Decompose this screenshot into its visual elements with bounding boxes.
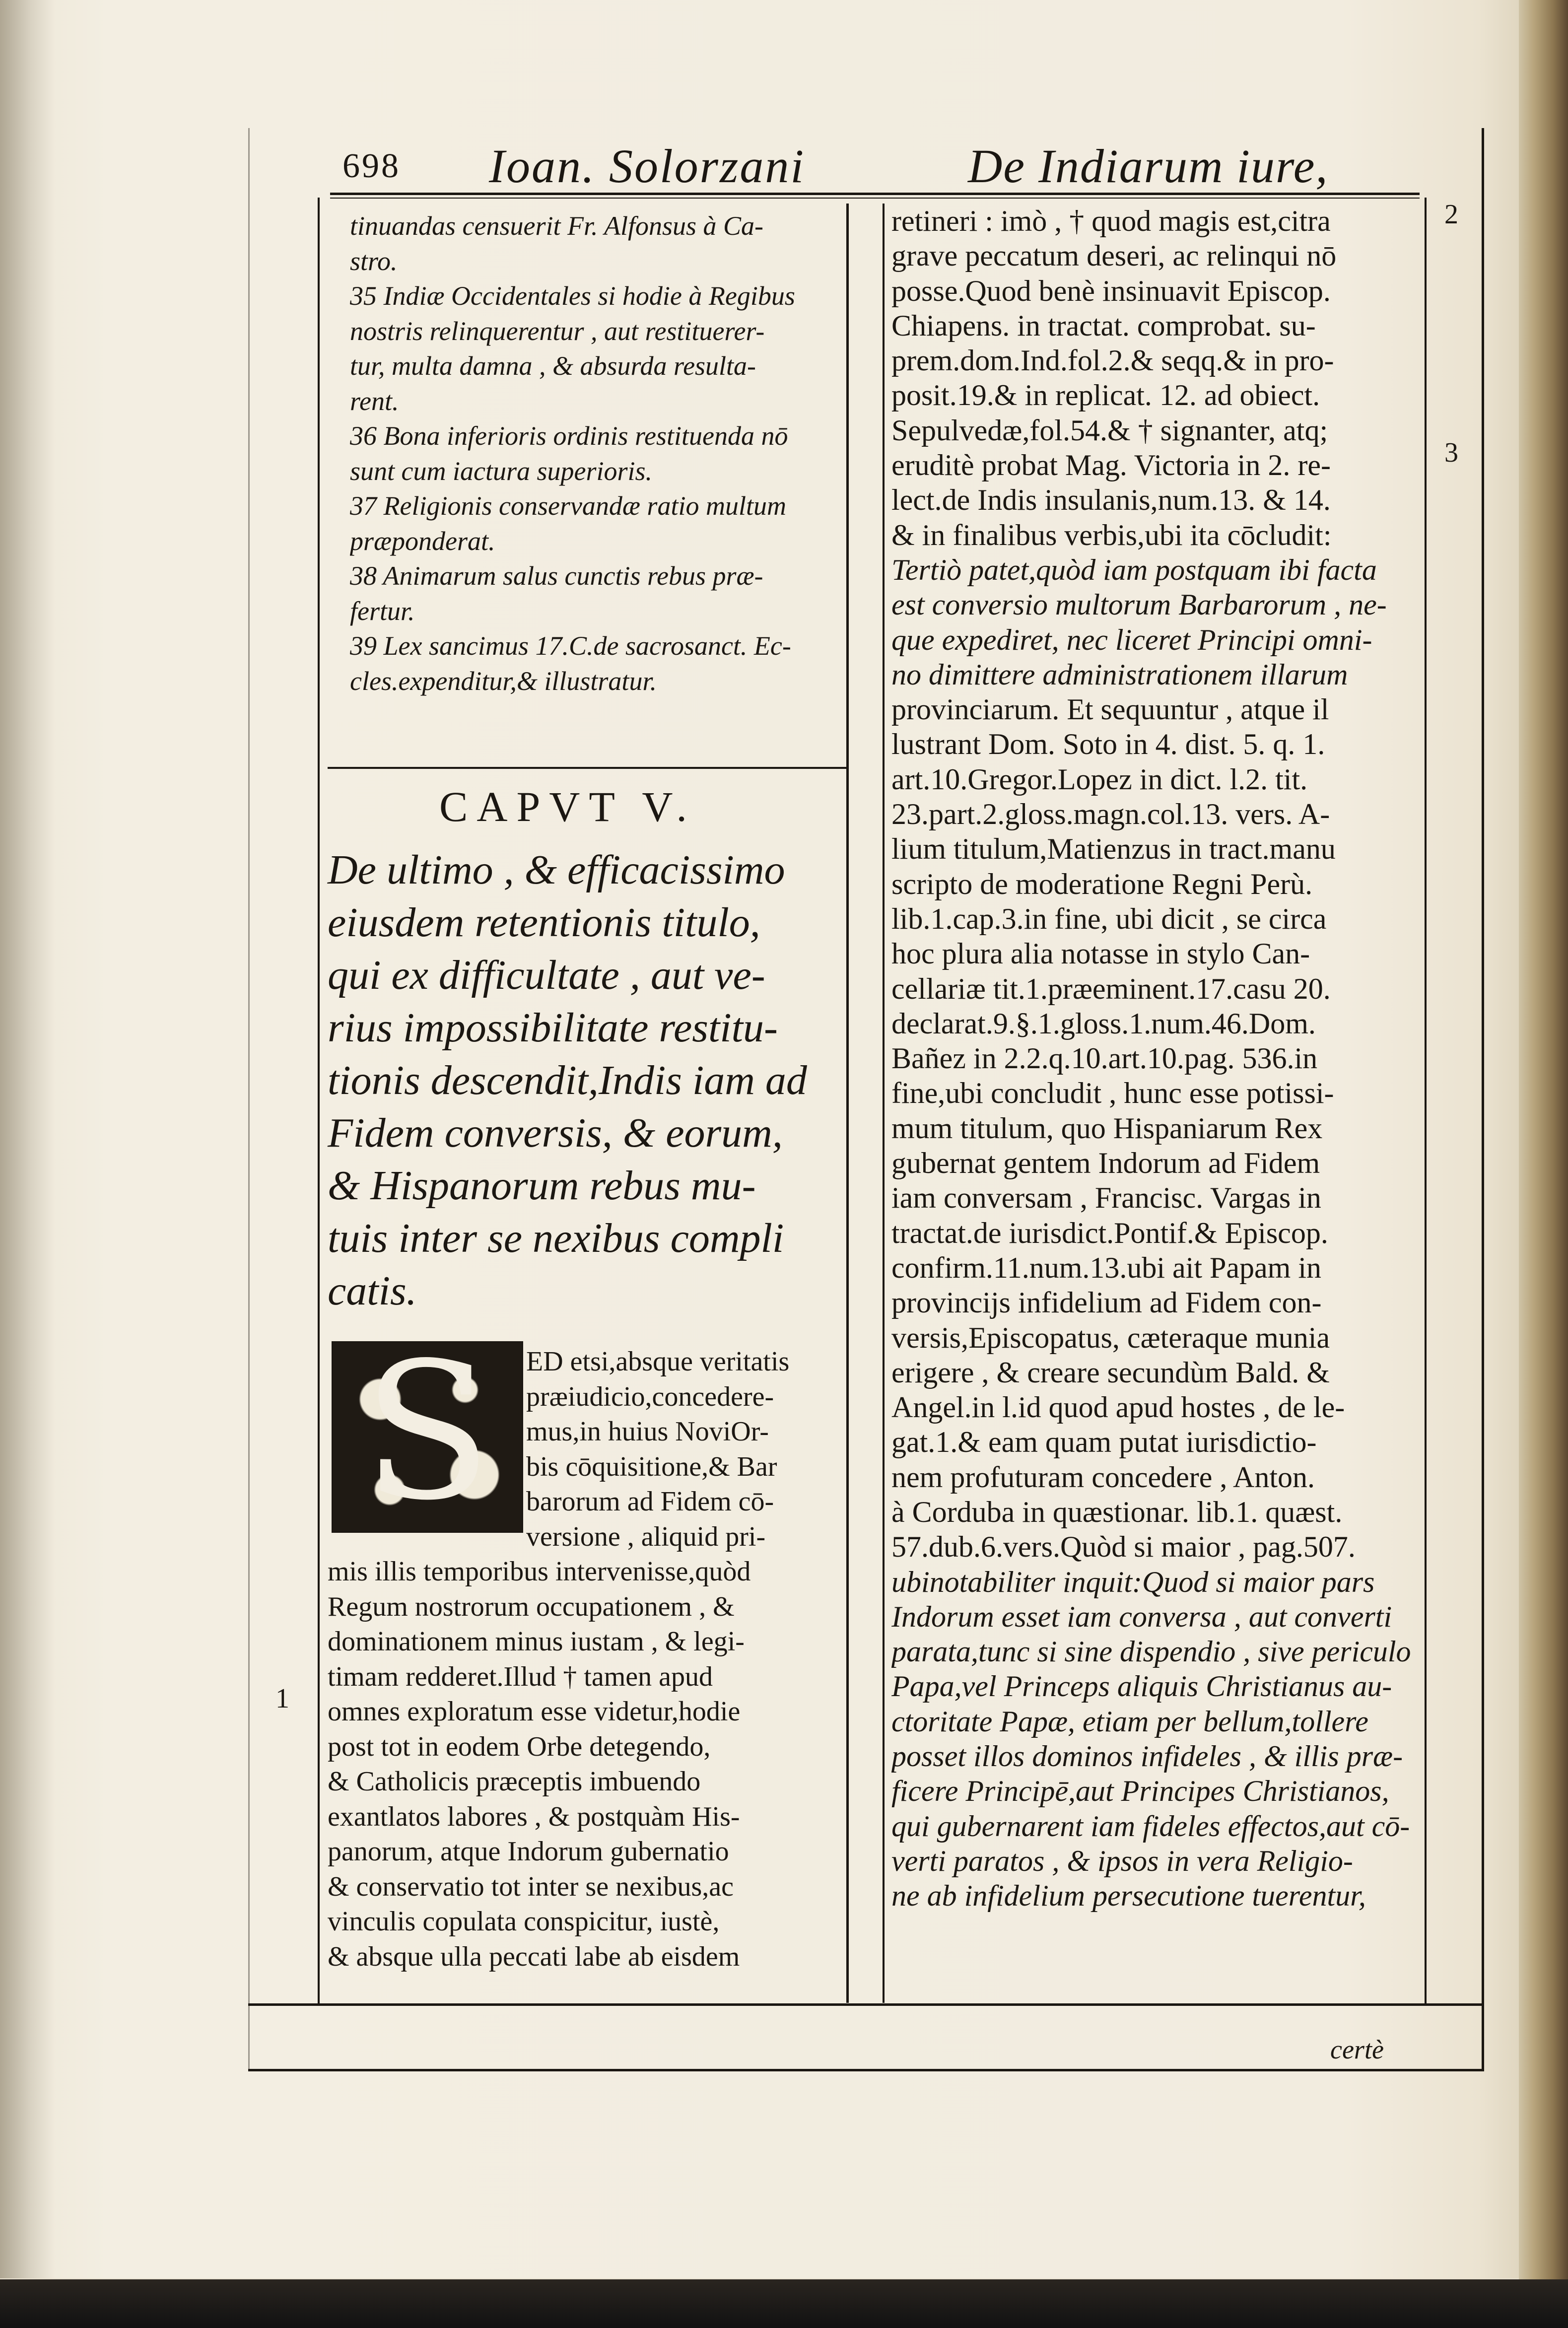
summary-line: sunt cum iactura superioris.	[350, 456, 653, 486]
chapter-subtitle	[328, 844, 854, 1317]
body-line: erigere , & creare secundùm Bald. &	[891, 1356, 1330, 1389]
body-line: posit.19.& in replicat. 12. ad obiect.	[891, 379, 1320, 412]
body-line: gubernat gentem Indorum ad Fidem	[891, 1147, 1320, 1180]
body-line: Tertiò patet,quòd iam postquam ibi facta	[891, 553, 1377, 586]
body-line: hoc plura alia notasse in stylo Can-	[891, 937, 1310, 970]
body-line: barorum ad Fidem cō-	[526, 1486, 774, 1517]
bottom-rule	[248, 2069, 1484, 2071]
body-line: à Corduba in quæstionar. lib.1. quæst.	[891, 1495, 1343, 1528]
summary-line: tur, multa damna , & absurda resulta-	[350, 351, 756, 381]
body-line: ED etsi,absque veritatis	[526, 1346, 790, 1377]
page-edge-shadow	[0, 0, 55, 2278]
body-line: confirm.11.num.13.ubi ait Papam in	[891, 1251, 1321, 1284]
body-line: parata,tunc si sine dispendio , sive periculo	[891, 1635, 1411, 1668]
column-divider-right	[883, 204, 885, 2003]
book-spine	[1519, 0, 1568, 2328]
body-line: ficere Principē,aut Principes Christianos,	[891, 1775, 1389, 1808]
body-line: Regum nostrorum occupationem , &	[328, 1591, 735, 1622]
summary-line: præponderat.	[350, 526, 495, 556]
left-frame-rule	[318, 198, 320, 2004]
chapter-subtitle-line: Fidem conversis, & eorum,	[328, 1110, 783, 1156]
body-line: provincijs infidelium ad Fidem con-	[891, 1286, 1322, 1319]
body-line: & Catholicis præceptis imbuendo	[328, 1766, 701, 1797]
body-line: Sepulvedæ,fol.54.& † signanter, atq;	[891, 413, 1328, 447]
chapter-summary-list	[350, 208, 844, 698]
chapter-heading: CAPVT V.	[439, 783, 696, 830]
footer-rule	[248, 2003, 1484, 2006]
body-line: 23.part.2.gloss.magn.col.13. vers. A-	[891, 798, 1330, 831]
chapter-subtitle-line: tionis descendit,Indis iam ad	[328, 1057, 807, 1103]
body-line: mus,in huius NoviOr-	[526, 1416, 769, 1447]
page-number: 698	[342, 147, 401, 185]
margin-number-1: 1	[275, 1683, 289, 1714]
body-line: lium titulum,Matienzus in tract.manu	[891, 832, 1336, 866]
initial-letter: S	[362, 1322, 492, 1542]
body-line: eruditè probat Mag. Victoria in 2. re-	[891, 449, 1331, 482]
body-line: post tot in eodem Orbe detegendo,	[328, 1731, 711, 1762]
body-line: dominationem minus iustam , & legi-	[328, 1626, 745, 1657]
body-line: prem.dom.Ind.fol.2.& seqq.& in pro-	[891, 344, 1334, 377]
running-head-author: Ioan. Solorzani	[489, 139, 806, 193]
summary-line: 38 Animarum salus cunctis rebus præ-	[350, 561, 763, 591]
body-line: posse.Quod benè insinuavit Episcop.	[891, 274, 1331, 307]
body-line: grave peccatum deseri, ac relinqui nō	[891, 239, 1337, 273]
body-line: gat.1.& eam quam putat iurisdictio-	[891, 1426, 1317, 1459]
outer-rule-right	[1482, 128, 1484, 2071]
body-line: Papa,vel Princeps aliquis Christianus au-	[891, 1670, 1392, 1703]
body-line: scripto de moderatione Regni Perù.	[891, 867, 1313, 900]
summary-line: 37 Religionis conservandæ ratio multum	[350, 491, 786, 521]
body-line: timam redderet.Illud † tamen apud	[328, 1661, 713, 1692]
body-line: versione , aliquid pri-	[526, 1521, 766, 1552]
margin-number-2: 2	[1444, 199, 1458, 230]
body-line: que expediret, nec liceret Principi omni-	[891, 623, 1372, 656]
body-line: & in finalibus verbis,ubi ita cōcludit:	[891, 518, 1332, 551]
body-line: vinculis copulata conspicitur, iustè,	[328, 1906, 720, 1937]
margin-number-3: 3	[1444, 437, 1458, 468]
body-line: panorum, atque Indorum gubernatio	[328, 1836, 729, 1867]
body-line: nem profuturam concedere , Anton.	[891, 1460, 1315, 1494]
summary-line: stro.	[350, 246, 398, 276]
body-line: 57.dub.6.vers.Quòd si maior , pag.507.	[891, 1530, 1356, 1564]
body-line: est conversio multorum Barbarorum , ne-	[891, 588, 1387, 621]
summary-line: fertur.	[350, 596, 415, 626]
body-line: art.10.Gregor.Lopez in dict. l.2. tit.	[891, 762, 1308, 796]
body-line: Bañez in 2.2.q.10.art.10.pag. 536.in	[891, 1042, 1318, 1075]
body-line: lib.1.cap.3.in fine, ubi dicit , se circa	[891, 902, 1327, 935]
body-line: Chiapens. in tractat. comprobat. su-	[891, 309, 1316, 342]
scan-bottom-band	[0, 2279, 1568, 2328]
body-line: & conservatio tot inter se nexibus,ac	[328, 1871, 734, 1902]
summary-line: 39 Lex sancimus 17.C.de sacrosanct. Ec-	[350, 631, 791, 661]
body-line: lect.de Indis insulanis,num.13. & 14.	[891, 483, 1331, 517]
chapter-subtitle-line: eiusdem retentionis titulo,	[328, 899, 760, 946]
body-line: declarat.9.§.1.gloss.1.num.46.Dom.	[891, 1007, 1316, 1040]
summary-line: cles.expenditur,& illustratur.	[350, 666, 657, 696]
chapter-subtitle-line: & Hispanorum rebus mu-	[328, 1163, 756, 1209]
summary-line: 36 Bona inferioris ordinis restituenda nō	[350, 421, 788, 451]
body-line: tractat.de iurisdict.Pontif.& Episcop.	[891, 1216, 1328, 1249]
body-line: mum titulum, quo Hispaniarum Rex	[891, 1111, 1323, 1145]
body-line: iam conversam , Francisc. Vargas in	[891, 1181, 1321, 1215]
body-line: omnes exploratum esse videtur,hodie	[328, 1696, 741, 1727]
body-line: ctoritate Papæ, etiam per bellum,tollere	[891, 1705, 1368, 1738]
body-line: exantlatos labores , & postquàm His-	[328, 1801, 740, 1832]
body-line: retineri : imò , † quod magis est,citra	[891, 205, 1331, 237]
body-line: no dimittere administrationem illarum	[891, 658, 1348, 691]
chapter-subtitle-line: qui ex difficultate , aut ve-	[328, 952, 765, 998]
chapter-subtitle-line: rius impossibilitate restitu-	[328, 1005, 778, 1051]
summary-line: nostris relinquerentur , aut restituerer-	[350, 316, 765, 346]
body-line: Indorum esset iam conversa , aut converti	[891, 1600, 1392, 1633]
body-line: Angel.in l.id quod apud hostes , de le-	[891, 1391, 1345, 1424]
running-head-title: De Indiarum iure,	[968, 139, 1329, 193]
body-line: provinciarum. Et sequuntur , atque il	[891, 693, 1329, 726]
summary-bottom-rule	[328, 767, 846, 769]
body-line: mis illis temporibus intervenisse,quòd	[328, 1556, 751, 1587]
summary-line: tinuandas censuerit Fr. Alfonsus à Ca-	[350, 211, 764, 241]
chapter-subtitle-line: catis.	[328, 1268, 417, 1314]
body-line: qui gubernarent iam fideles effectos,aut cō-	[891, 1809, 1410, 1843]
catchword: certè	[1330, 2035, 1384, 2064]
body-line: posset illos dominos infideles , & illis præ-	[891, 1740, 1403, 1773]
right-frame-rule	[1425, 198, 1427, 2004]
chapter-subtitle-line: tuis inter se nexibus compli	[328, 1215, 784, 1261]
body-line: verti paratos , & ipsos in vera Religio-	[891, 1844, 1353, 1877]
body-text-right-column	[891, 204, 1423, 1914]
summary-line: 35 Indiæ Occidentales si hodie à Regibus	[350, 281, 795, 311]
outer-rule-left	[248, 128, 250, 2071]
summary-line: rent.	[350, 386, 399, 416]
body-line: bis cōquisitione,& Bar	[526, 1451, 777, 1482]
body-text-left-column	[328, 1344, 839, 1974]
body-line: ubinotabiliter inquit:Quod si maior pars	[891, 1565, 1375, 1598]
body-line: lustrant Dom. Soto in 4. dist. 5. q. 1.	[891, 728, 1325, 761]
body-line: cellariæ tit.1.præeminent.17.casu 20.	[891, 972, 1331, 1005]
body-line: ne ab infidelium persecutione tuerentur,	[891, 1879, 1366, 1913]
body-line: & absque ulla peccati labe ab eisdem	[328, 1941, 740, 1972]
body-line: præiudicio,concedere-	[526, 1381, 774, 1412]
body-line: versis,Episcopatus, cæteraque munia	[891, 1321, 1330, 1354]
chapter-subtitle-line: De ultimo , & efficacissimo	[328, 847, 785, 893]
body-line: fine,ubi concludit , hunc esse potissi-	[891, 1077, 1334, 1110]
